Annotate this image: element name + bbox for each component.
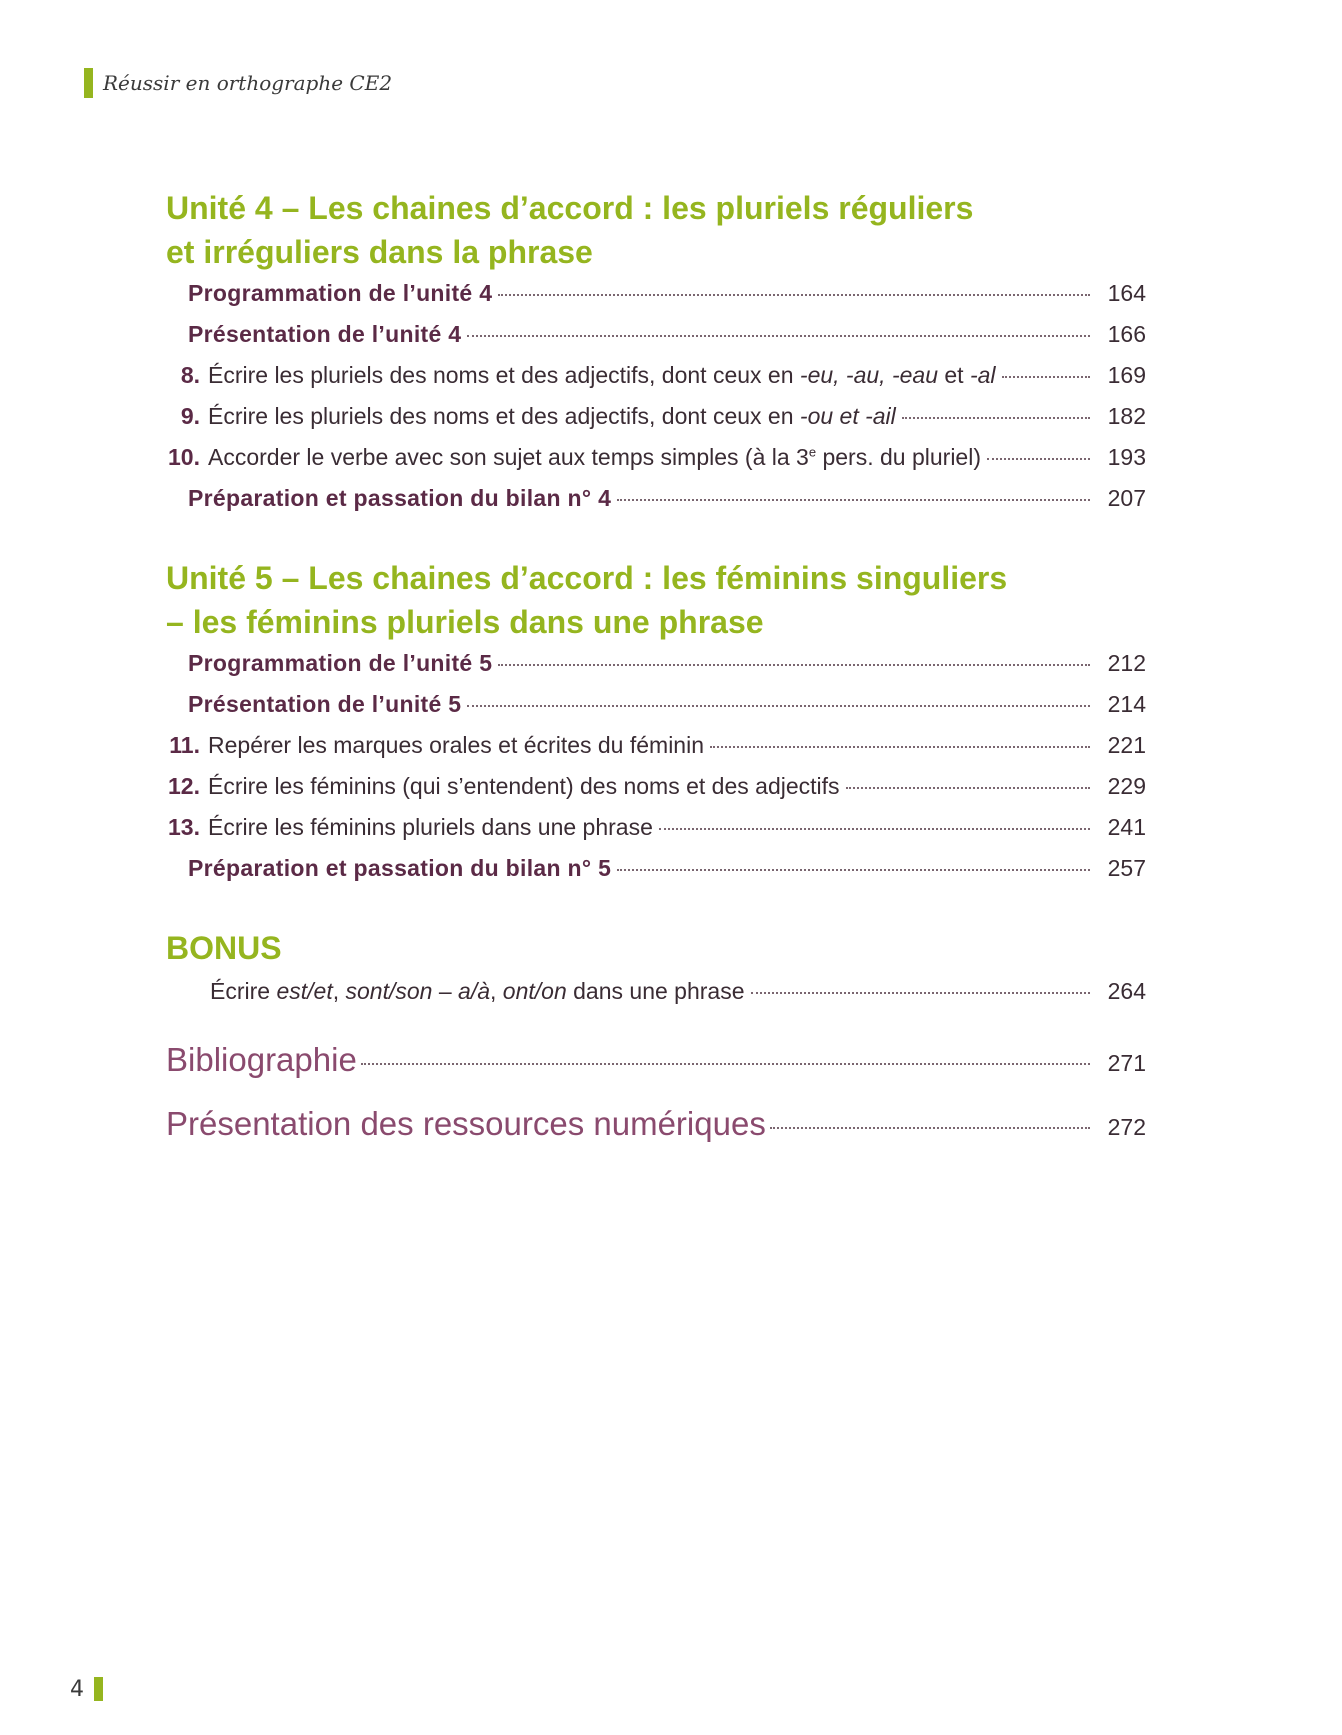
toc-entry-label: Programmation de l’unité 4 [188, 280, 493, 306]
toc-entry-label [210, 978, 745, 1005]
toc-entry-number: 11. [169, 732, 200, 758]
toc-entry-label: Programmation de l’unité 5 [188, 650, 493, 676]
toc-entry[interactable] [166, 650, 1146, 691]
bonus-section [166, 926, 1146, 1019]
dot-leader [498, 664, 1090, 666]
toc-entry-page: 169 [1107, 362, 1146, 388]
toc-entry-label: Écrire les féminins (qui s’entendent) des noms et des adjectifs [208, 773, 840, 799]
toc-entry-label [208, 444, 981, 471]
toc-entry[interactable] [166, 280, 1146, 321]
label-italic: -al [969, 362, 996, 388]
unit-5-title-line1: Unité 5 – Les chaines d’accord : les féminins singuliers [166, 560, 1008, 596]
dot-leader [467, 705, 1090, 707]
label-italic: ont/on [502, 978, 567, 1004]
toc-entry-label [208, 362, 996, 389]
toc-entry-label: Préparation et passation du bilan n° 5 [188, 855, 612, 881]
unit-4-title-line1: Unité 4 – Les chaines d’accord : les pluriels réguliers [166, 190, 974, 226]
unit-5-title [166, 556, 1146, 644]
toc-entry[interactable] [166, 814, 1146, 855]
unit-4-title-line2: et irréguliers dans la phrase [166, 234, 593, 270]
dot-leader [617, 869, 1090, 871]
dot-leader [751, 992, 1091, 994]
bonus-title: BONUS [166, 930, 282, 966]
toc-entry-label: Écrire les féminins pluriels dans une phrase [208, 814, 653, 840]
unit-5-entries [166, 650, 1146, 896]
toc-entry[interactable] [166, 321, 1146, 362]
table-of-contents [166, 186, 1146, 1169]
label-superscript: e [808, 444, 817, 460]
toc-entry[interactable] [166, 444, 1146, 485]
label-part: et [938, 362, 970, 388]
label-part: , [332, 978, 346, 1004]
toc-entry[interactable] [166, 773, 1146, 814]
unit-4-entries [166, 280, 1146, 526]
label-part: Écrire [210, 978, 277, 1004]
dot-leader [617, 499, 1090, 501]
toc-entry-number: 10. [168, 444, 200, 470]
dot-leader [498, 294, 1090, 296]
label-part: – [432, 978, 459, 1004]
running-title: Réussir en orthographe CE2 [103, 71, 393, 95]
label-part: Écrire les pluriels des noms et des adjectifs, dont ceux en [208, 403, 800, 429]
toc-entry-page: 207 [1107, 485, 1146, 511]
toc-entry-label: Présentation de l’unité 4 [188, 321, 462, 347]
dot-leader [987, 458, 1090, 460]
toc-entry-page: 212 [1107, 650, 1146, 676]
label-italic: sont/son [345, 978, 433, 1004]
toc-entry-page: 164 [1107, 280, 1146, 306]
label-part: Écrire les pluriels des noms et des adjectifs, dont ceux en [208, 362, 800, 388]
toc-entry-number: 9. [180, 403, 200, 429]
dot-leader [467, 335, 1090, 337]
toc-entry[interactable] [166, 691, 1146, 732]
toc-entry-label: Présentation de l’unité 5 [188, 691, 462, 717]
toc-entry-number: 12. [168, 773, 200, 799]
toc-entry-label: Repérer les marques orales et écrites du féminin [208, 732, 705, 758]
footer-accent-bar [94, 1677, 103, 1701]
label-part: pers. du pluriel) [816, 444, 981, 470]
dot-leader [361, 1063, 1090, 1065]
toc-entry-label: Présentation des ressources numériques [166, 1105, 766, 1142]
toc-entry-bibliography[interactable] [166, 1041, 1146, 1105]
toc-entry-label: Bibliographie [166, 1041, 357, 1078]
unit-5-section [166, 556, 1146, 896]
toc-entry[interactable] [166, 855, 1146, 896]
toc-entry-page: 193 [1107, 444, 1146, 470]
toc-entry-page: 214 [1107, 691, 1146, 717]
unit-4-title [166, 186, 1146, 274]
toc-entry-label: Préparation et passation du bilan n° 4 [188, 485, 612, 511]
label-part: Accorder le verbe avec son sujet aux temps simples (à la 3 [208, 444, 809, 470]
unit-5-title-line2: – les féminins pluriels dans une phrase [166, 604, 764, 640]
label-italic: est/et [276, 978, 333, 1004]
dot-leader [710, 746, 1090, 748]
toc-entry-page: 257 [1107, 855, 1146, 881]
dot-leader [659, 828, 1090, 830]
toc-entry[interactable] [166, 362, 1146, 403]
page-number [70, 1676, 103, 1702]
toc-entry[interactable] [166, 485, 1146, 526]
toc-entry-number: 8. [180, 362, 200, 388]
label-italic: -eu, -au, -eau [799, 362, 938, 388]
dot-leader [1002, 376, 1090, 378]
toc-entry-label [208, 403, 896, 430]
toc-entry-page: 229 [1107, 773, 1146, 799]
unit-4-section [166, 186, 1146, 526]
toc-entry-page: 271 [1107, 1050, 1146, 1076]
dot-leader [902, 417, 1090, 419]
toc-entry-page: 272 [1107, 1114, 1146, 1140]
header-accent-bar [84, 68, 93, 98]
toc-entry-page: 221 [1107, 732, 1146, 758]
label-italic: -ou et -ail [799, 403, 896, 429]
page-number-text: 4 [70, 1676, 84, 1702]
toc-entry-page: 241 [1107, 814, 1146, 840]
toc-entry-page: 182 [1107, 403, 1146, 429]
dot-leader [770, 1127, 1090, 1129]
toc-entry[interactable] [166, 403, 1146, 444]
toc-entry[interactable] [166, 978, 1146, 1019]
toc-entry-resources[interactable] [166, 1105, 1146, 1169]
toc-entry-number: 13. [168, 814, 200, 840]
toc-entry-page: 264 [1107, 978, 1146, 1004]
running-head [84, 68, 392, 98]
label-italic: a/à [458, 978, 491, 1004]
toc-entry[interactable] [166, 732, 1146, 773]
label-part: , [490, 978, 503, 1004]
toc-entry-page: 166 [1107, 321, 1146, 347]
dot-leader [846, 787, 1090, 789]
label-part: dans une phrase [566, 978, 745, 1004]
